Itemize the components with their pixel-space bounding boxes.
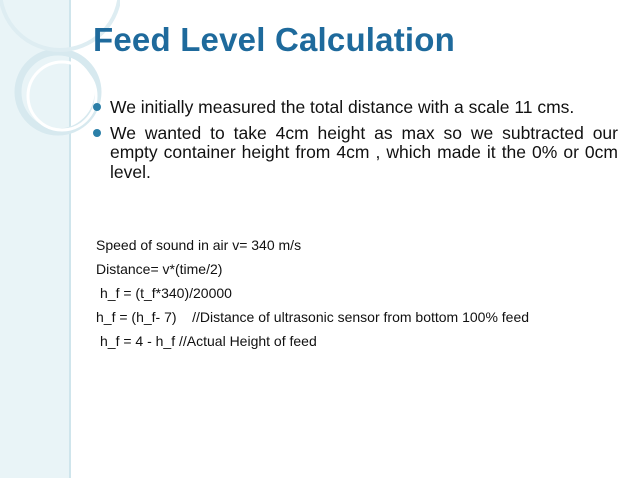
- distance-formula: Distance= v*(time/2): [96, 261, 223, 277]
- bullet-list: [93, 98, 618, 188]
- bullet-text: We initially measured the total distance with a scale 11 cms.: [110, 97, 575, 117]
- slide-title: Feed Level Calculation: [93, 21, 456, 58]
- bullet-text: We wanted to take 4cm height as max so we subtracted our empty container height from 4cm , which made it the 0% or 0cm level.: [110, 122, 618, 182]
- hf-formula-1: h_f = (t_f*340)/20000: [100, 285, 232, 301]
- hf-formula-2: h_f = (h_f- 7) //Distance of ultrasonic sensor from bottom 100% feed: [96, 309, 530, 325]
- bullet-item: [93, 124, 618, 183]
- speed-of-sound-line: Speed of sound in air v= 340 m/s: [96, 237, 302, 253]
- formula-block: [96, 238, 626, 358]
- bullet-dot-icon: [93, 129, 101, 137]
- bullet-dot-icon: [93, 103, 101, 111]
- hf-formula-3: h_f = 4 - h_f //Actual Height of feed: [100, 333, 317, 349]
- bullet-item: [93, 98, 618, 118]
